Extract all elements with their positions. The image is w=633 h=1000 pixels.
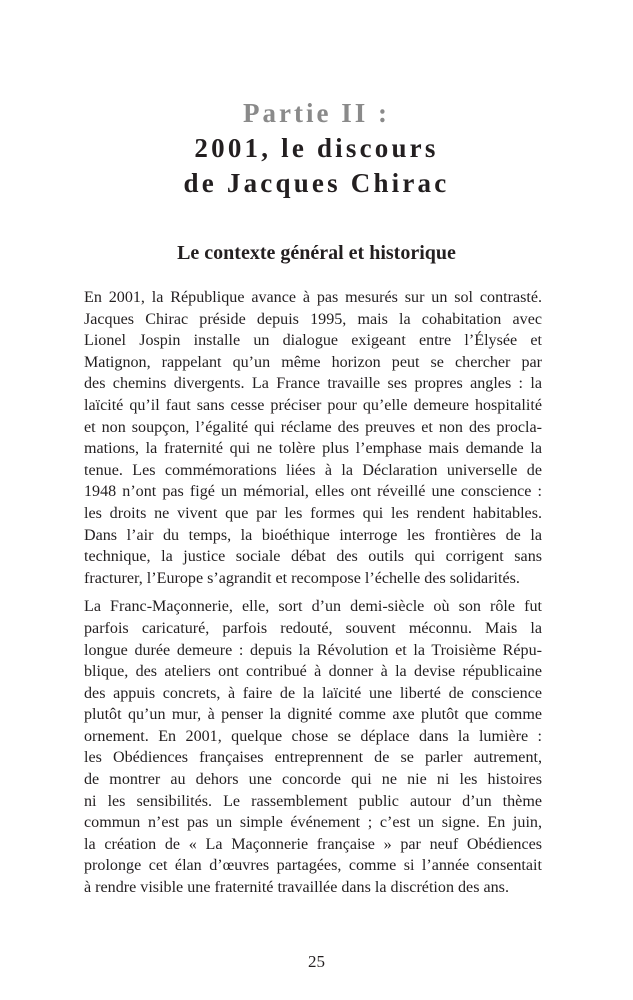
text-line: laïcité qu’il faut sans cesse préciser pour qu’elle demeure hospitalité [84,396,542,414]
section-heading: Le contexte général et historique [177,242,456,264]
text-line: Jacques Chirac préside depuis 1995, mais la cohabitation avec [84,310,542,328]
text-line: et non soupçon, l’égalité qui réclame des preuves et non des procla- [84,418,542,436]
text-line: prolonge cet élan d’œuvres partagées, comme si l’année consentait [84,857,542,875]
text-line: commun n’est pas un simple événement ; c’est un signe. En juin, [84,814,542,832]
text-line: les droits ne vivent que par les formes qui les rendent habitables. [84,504,542,522]
text-line: 1948 n’ont pas figé un mémorial, elles ont réveillé une conscience : [84,483,542,501]
paragraph [84,287,542,589]
text-line: de montrer au dehors une concorde qui ne nie ni les histoires [84,771,542,789]
text-line: des appuis concrets, à faire de la laïcité une liberté de conscience [84,684,542,702]
body-text [84,287,542,899]
paragraph [84,596,542,898]
text-line: Matignon, rappelant qu’un même horizon peut se chercher par [84,353,542,371]
text-line: longue durée demeure : depuis la Révolution et la Troisième Répu- [84,641,542,659]
text-line: La Franc-Maçonnerie, elle, sort d’un demi-siècle où son rôle fut [84,598,542,616]
text-line: Dans l’air du temps, la bioéthique interroge les frontières de la [84,526,542,544]
text-line: mations, la fraternité qui ne tolère plus l’emphase mais demande la [84,440,542,458]
text-line: Lionel Jospin installe un dialogue exigeant entre l’Élysée et [84,332,542,350]
text-line: fracturer, l’Europe s’agrandit et recompose l’échelle des solidarités. [84,569,520,587]
text-line: blique, des ateliers ont contribué à donner à la devise républicaine [84,663,542,681]
text-line: technique, la justice sociale débat des outils qui corrigent sans [84,548,542,566]
page-number: 25 [308,952,325,971]
text-line: parfois caricaturé, parfois redouté, souvent méconnu. Mais la [84,619,542,637]
text-line: des chemins divergents. La France travaille ses propres angles : la [84,375,542,393]
text-line: ornement. En 2001, quelque chose se déplace dans la lumière : [84,727,542,745]
text-line: ni les sensibilités. Le rassemblement public autour d’un thème [84,792,542,810]
text-line: tenue. Les commémorations liées à la Déclaration universelle de [84,461,542,479]
text-line: la création de « La Maçonnerie française » par neuf Obédiences [84,835,542,853]
text-line: les Obédiences françaises entreprennent de se parler autrement, [84,749,542,767]
part-label: Partie II : [243,98,390,128]
text-line: plutôt qu’un mur, à penser la dignité comme axe plutôt que comme [84,706,542,724]
text-line: à rendre visible une fraternité travaillée dans la discrétion des ans. [84,879,509,897]
paragraph-gap [84,589,542,596]
text-line: En 2001, la République avance à pas mesurés sur un sol contrasté. [84,289,542,306]
part-title-line: 2001, le discours [194,133,439,163]
part-title [0,131,633,201]
part-title-line: de Jacques Chirac [183,168,450,198]
